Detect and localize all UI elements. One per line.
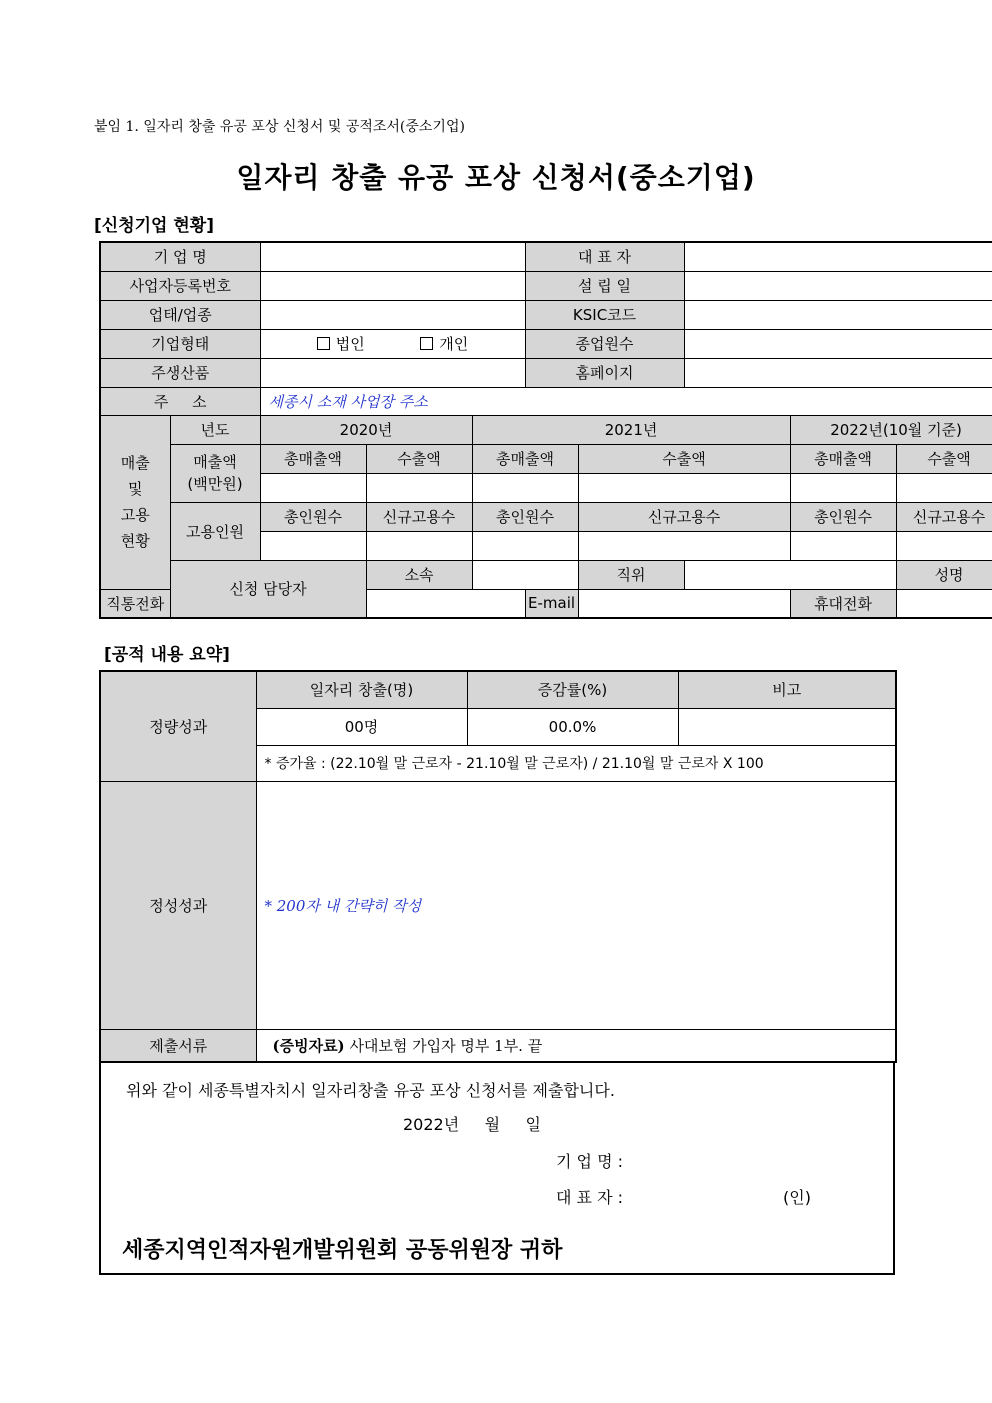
growth-rate-field[interactable]: 00.0% [467, 708, 678, 745]
label-direct-phone: 직통전화 [100, 589, 170, 618]
new-hires-2020-field[interactable] [366, 531, 472, 560]
year-2022: 2022년(10월 기준) [790, 415, 992, 444]
new-hires-2021-label: 신규고용수 [578, 502, 790, 531]
homepage-field[interactable] [684, 358, 992, 387]
year-2021: 2021년 [472, 415, 790, 444]
label-employees: 종업원수 [525, 329, 684, 358]
label-growth-rate: 증감률(%) [467, 671, 678, 708]
label-quant: 정량성과 [100, 671, 256, 781]
label-dept: 소속 [366, 560, 472, 589]
docs-text: 사대보험 가입자 명부 1부. 끝 [349, 1036, 543, 1055]
new-hires-2022-label: 신규고용수 [896, 502, 992, 531]
total-staff-2020-label: 총인원수 [260, 502, 366, 531]
direct-phone-field[interactable] [366, 589, 525, 618]
label-homepage: 홈페이지 [525, 358, 684, 387]
established-field[interactable] [684, 271, 992, 300]
docs-field [256, 1029, 896, 1062]
label-business-type: 업태/업종 [100, 300, 260, 329]
total-sales-2021-label: 총매출액 [472, 444, 578, 473]
label-company-name: 기 업 명 [100, 242, 260, 271]
total-staff-2021-label: 총인원수 [472, 502, 578, 531]
corp-checkbox[interactable] [317, 337, 330, 350]
year-2020: 2020년 [260, 415, 472, 444]
section-heading-achievements: [공적 내용 요약] [104, 645, 230, 665]
addressee: 세종지역인적자원개발위원회 공동위원장 귀하 [122, 1237, 563, 1263]
declaration-company-label: 기 업 명 : [556, 1152, 624, 1171]
position-field[interactable] [684, 560, 896, 589]
label-position: 직위 [578, 560, 684, 589]
label-remarks: 비고 [678, 671, 896, 708]
docs-bold: (증빙자료) [272, 1036, 345, 1055]
label-docs: 제출서류 [100, 1029, 256, 1062]
export-2021-field[interactable] [578, 473, 790, 502]
total-staff-2022-field[interactable] [790, 531, 896, 560]
attachment-label: 붙임 1. 일자리 창출 유공 포상 신청서 및 공적조서(중소기업) [94, 119, 465, 135]
company-status-table [99, 241, 992, 619]
new-hires-2021-field[interactable] [578, 531, 790, 560]
growth-formula-note: * 증가율 : (22.10월 말 근로자 - 21.10월 말 근로자) / 21.10월 말 근로자 X 100 [256, 745, 896, 781]
export-2022-label: 수출액 [896, 444, 992, 473]
individual-option-label: 개인 [439, 335, 469, 353]
label-business-reg-no: 사업자등록번호 [100, 271, 260, 300]
total-staff-2020-field[interactable] [260, 531, 366, 560]
label-contact: 신청 담당자 [170, 560, 366, 618]
declaration-date: 2022년 월 일 [403, 1115, 541, 1134]
individual-checkbox[interactable] [420, 337, 433, 350]
label-sales-employment: 매출 및 고용 현황 [100, 415, 170, 589]
label-year: 년도 [170, 415, 260, 444]
export-2020-label: 수출액 [366, 444, 472, 473]
total-sales-2020-label: 총매출액 [260, 444, 366, 473]
remarks-field[interactable] [678, 708, 896, 745]
export-2020-field[interactable] [366, 473, 472, 502]
total-staff-2022-label: 총인원수 [790, 502, 896, 531]
label-jobs-created: 일자리 창출(명) [256, 671, 467, 708]
employees-field[interactable] [684, 329, 992, 358]
label-sales: 매출액 (백만원) [170, 444, 260, 502]
company-form-options [260, 329, 525, 358]
seal-mark: (인) [783, 1188, 811, 1207]
company-name-field[interactable] [260, 242, 525, 271]
export-2022-field[interactable] [896, 473, 992, 502]
label-name: 성명 [896, 560, 992, 589]
achievement-table [99, 670, 897, 1063]
label-representative: 대 표 자 [525, 242, 684, 271]
total-sales-2022-field[interactable] [790, 473, 896, 502]
export-2021-label: 수출액 [578, 444, 790, 473]
declaration-rep-label: 대 표 자 : [556, 1188, 624, 1207]
declaration-text: 위와 같이 세종특별자치시 일자리창출 유공 포상 신청서를 제출합니다. [126, 1081, 615, 1100]
label-established: 설 립 일 [525, 271, 684, 300]
mobile-field[interactable] [896, 589, 992, 618]
total-staff-2021-field[interactable] [472, 531, 578, 560]
label-employment: 고용인원 [170, 502, 260, 560]
main-product-field[interactable] [260, 358, 525, 387]
jobs-created-field[interactable]: 00명 [256, 708, 467, 745]
ksic-field[interactable] [684, 300, 992, 329]
business-reg-no-field[interactable] [260, 271, 525, 300]
representative-field[interactable] [684, 242, 992, 271]
label-main-product: 주생산품 [100, 358, 260, 387]
label-email: E-mail [525, 589, 578, 618]
new-hires-2020-label: 신규고용수 [366, 502, 472, 531]
dept-field[interactable] [472, 560, 578, 589]
label-ksic: KSIC코드 [525, 300, 684, 329]
label-qual: 정성성과 [100, 781, 256, 1029]
label-company-form: 기업형태 [100, 329, 260, 358]
total-sales-2022-label: 총매출액 [790, 444, 896, 473]
section-heading-company: [신청기업 현황] [94, 216, 214, 236]
new-hires-2022-field[interactable] [896, 531, 992, 560]
address-field[interactable]: 세종시 소재 사업장 주소 [260, 387, 992, 415]
form-title: 일자리 창출 유공 포상 신청서(중소기업) [236, 161, 756, 194]
label-address: 주 소 [100, 387, 260, 415]
business-type-field[interactable] [260, 300, 525, 329]
qual-field[interactable]: * 200자 내 간략히 작성 [256, 781, 896, 1029]
total-sales-2020-field[interactable] [260, 473, 366, 502]
email-field[interactable] [578, 589, 790, 618]
corp-option-label: 법인 [335, 335, 365, 353]
label-mobile: 휴대전화 [790, 589, 896, 618]
total-sales-2021-field[interactable] [472, 473, 578, 502]
